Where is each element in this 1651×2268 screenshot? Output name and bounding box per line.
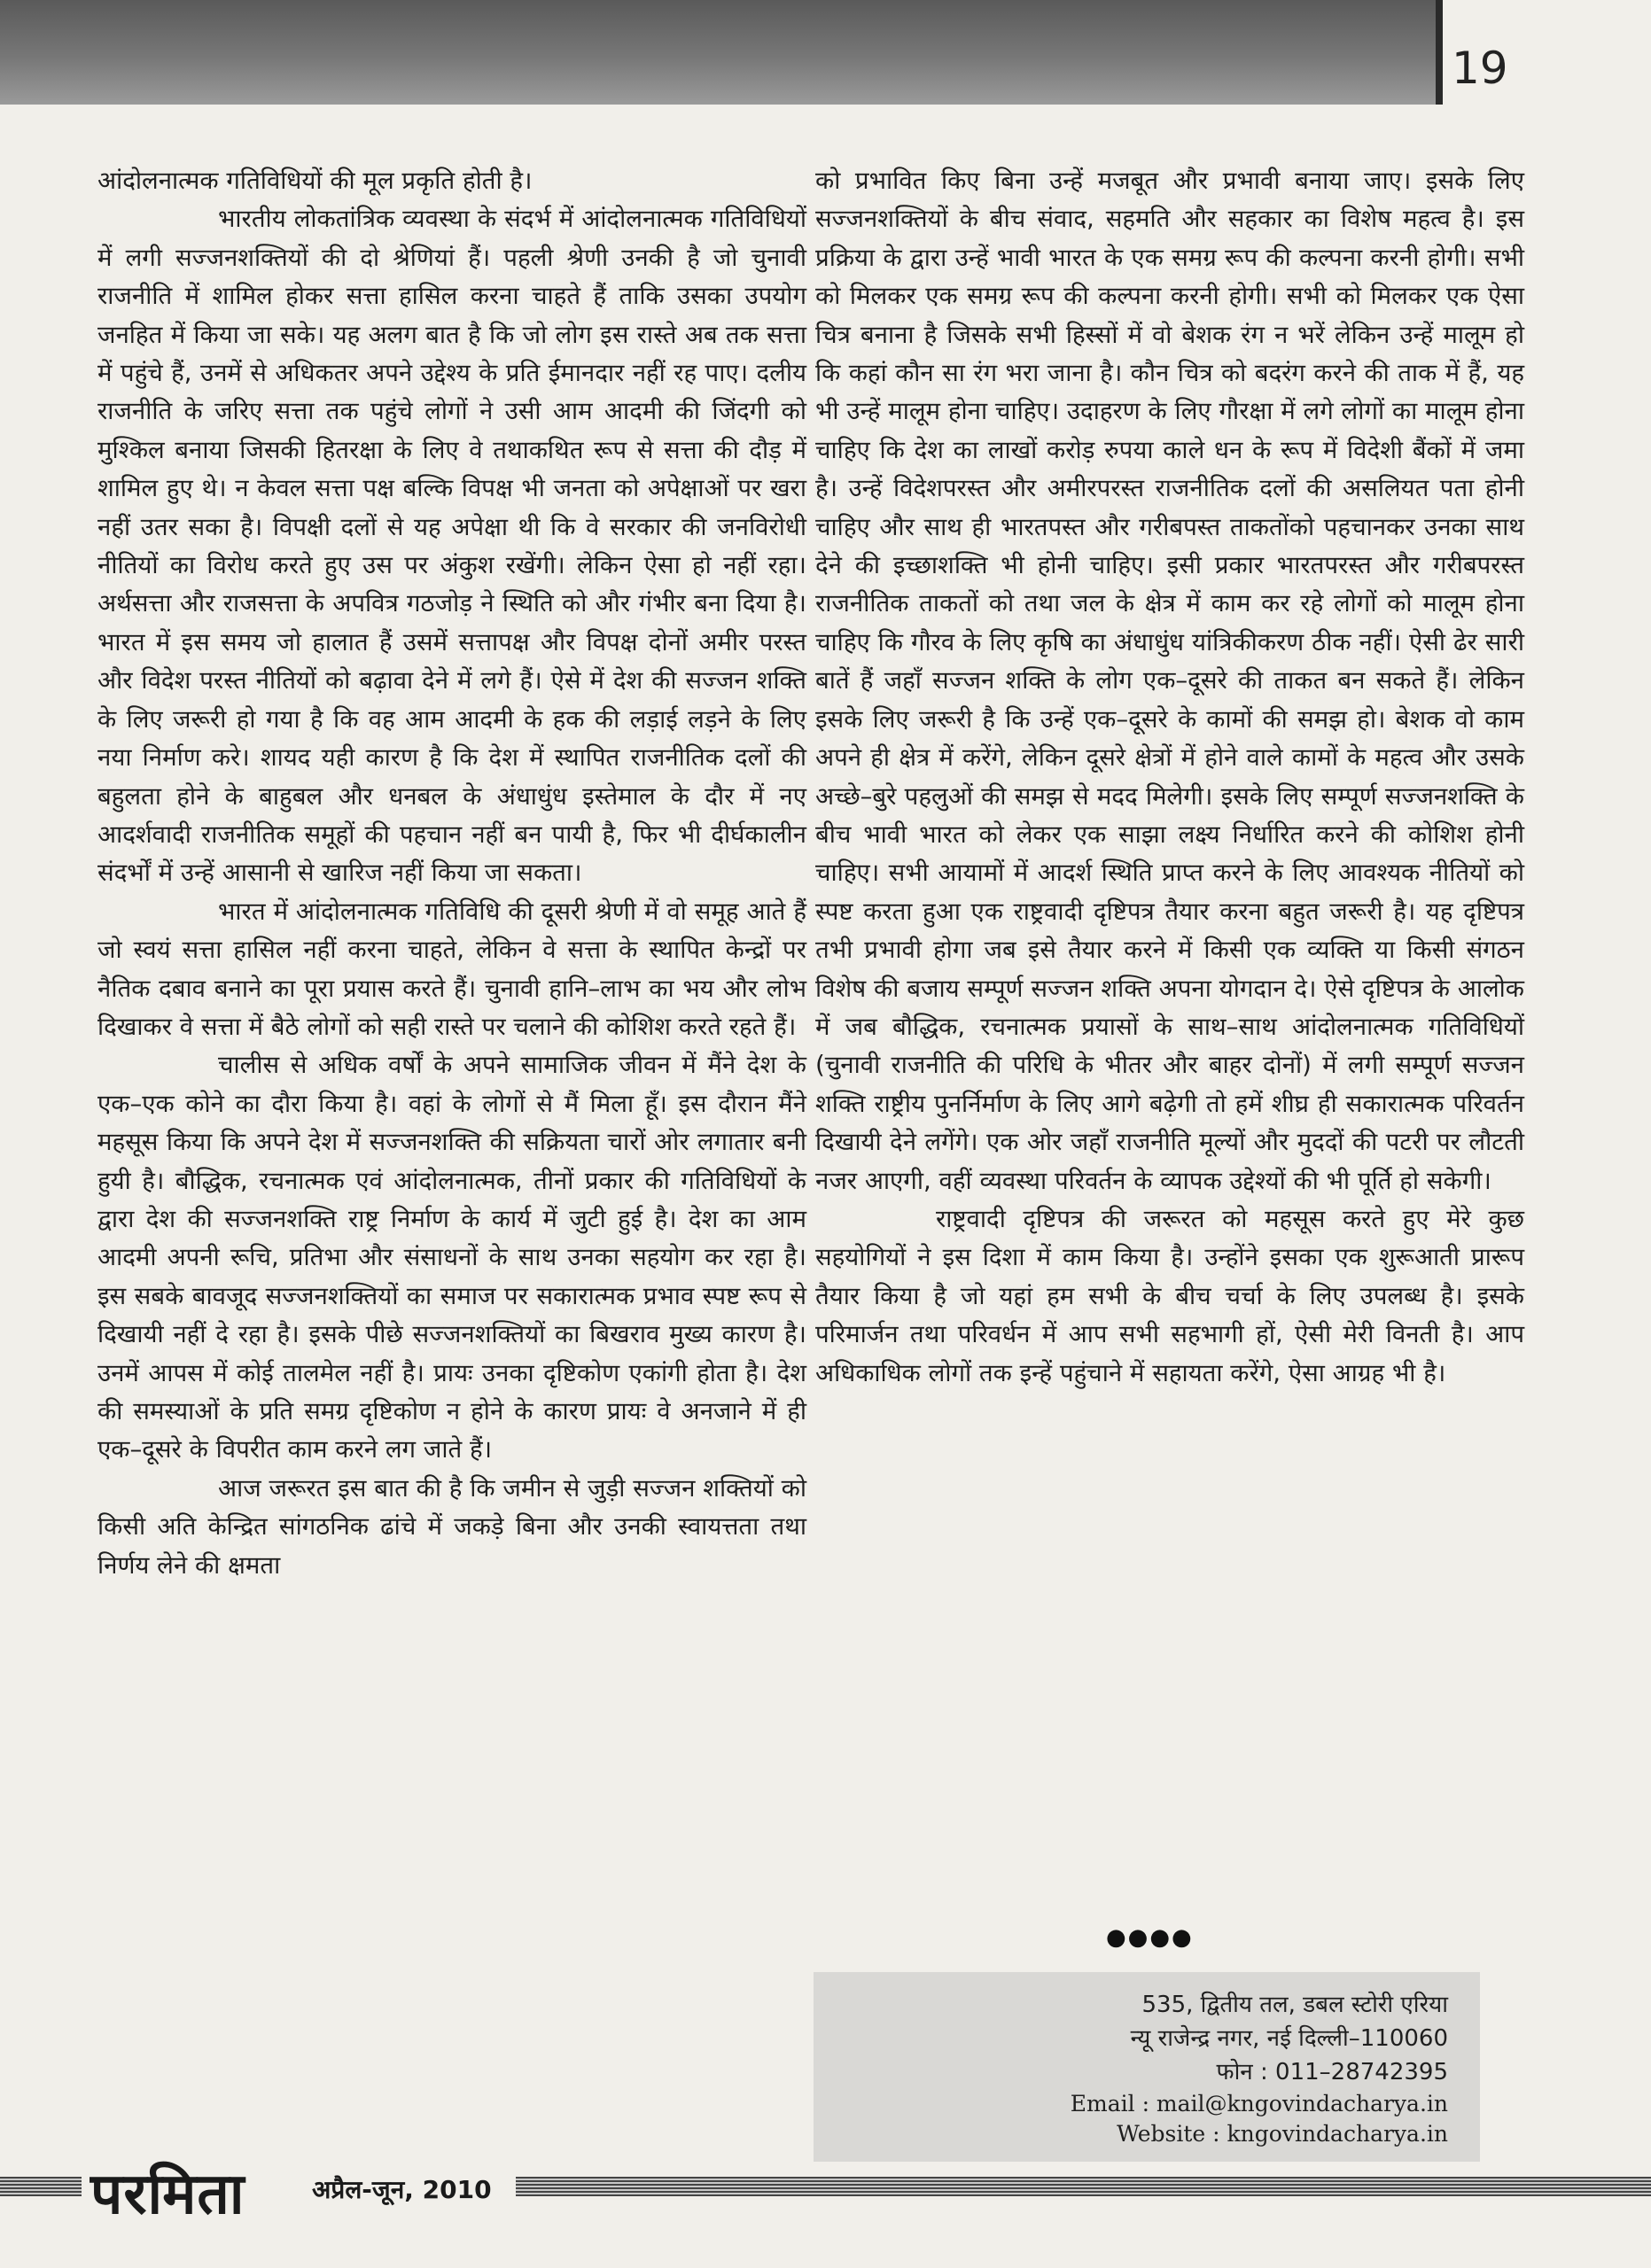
paragraph: आंदोलनात्मक गतिविधियों की मूल प्रकृति होती है। — [97, 166, 533, 195]
magazine-name: परमिता — [90, 2162, 245, 2227]
address-phone: फोन : 011–28742395 — [1216, 2059, 1448, 2085]
footer-stripe-left — [0, 2177, 82, 2196]
footer-stripe-right — [516, 2177, 1651, 2196]
address-box — [814, 1972, 1480, 2162]
address-email: Email : mail@kngovindacharya.in — [1070, 2091, 1448, 2117]
address-website: Website : kngovindacharya.in — [1117, 2121, 1448, 2147]
address-line-2: न्यू राजेन्द्र नगर, नई दिल्ली–110060 — [1130, 2025, 1448, 2052]
page-number: 19 — [1452, 43, 1508, 94]
paragraph: को प्रभावित किए बिना उन्हें मजबूत और प्रभावी बनाया जाए। इसके लिए सज्जनशक्तियों के बीच संवाद, सहमति और सहकार का विशेष महत्व है। इस प्रक्रिया के द्वारा उन्हें भावी भारत के एक समग्र रूप की कल्पना करनी होगी। सभी को मिलकर एक समग्र रूप की कल्पना करनी होगी। सभी को मिलकर एक ऐसा चित्र बनाना है जिसके सभी हिस्सों में वो बेशक रंग न भरें लेकिन उन्हें मालूम हो कि कहां कौन सा रंग भरा जाना है। कौन चित्र को बदरंग करने की ताक में हैं, यह भी उन्हें मालूम होना चाहिए। उदाहरण के लिए गौरक्षा में लगे लोगों का मालूम होना चाहिए कि देश का लाखों करोड़ रुपया काले धन के रूप में विदेशी बैंकों में जमा है। उन्हें विदेशपरस्त और अमीरपरस्त राजनीतिक दलों की असलियत पता होनी चाहिए और साथ ही भारतपस्त और गरीबपस्त ताकतोंको पहचानकर उनका साथ देने की इच्छाशक्ति भी होनी चाहिए। इसी प्रकार भारतपरस्त और गरीबपरस्त राजनीतिक ताकतों को तथा जल के क्षेत्र में काम कर रहे लोगों को मालूम होना चाहिए कि गौरव के लिए कृषि का अंधाधुंध यांत्रिकीकरण ठीक नहीं। ऐसी ढेर सारी बातें हैं जहाँ सज्जन शक्ति के लोग एक–दूसरे की ताकत बन सकते हैं। लेकिन इसके लिए जरूरी है कि उन्हें एक–दूसरे के कामों की समझ हो। बेशक वो काम अपने ही क्षेत्र में करेंगे, लेकिन दूसरे क्षेत्रों में होने वाले कामों के महत्व और उसके अच्छे–बुरे पहलुओं की समझ से मदद मिलेगी। इसके लिए सम्पूर्ण सज्जनशक्ति के बीच भावी भारत को लेकर एक साझा लक्ष्य निर्धारित करने की कोशिश होनी चाहिए। सभी आयामों में आदर्श स्थिति प्राप्त करने के लिए आवश्यक नीतियों को स्पष्ट करता हुआ एक राष्ट्रवादी दृष्टिपत्र तैयार करना बहुत जरूरी है। यह दृष्टिपत्र तभी प्रभावी होगा जब इसे तैयार करने में किसी एक व्यक्ति या किसी संगठन विशेष की बजाय सम्पूर्ण सज्जन शक्ति अपना योगदान दे। ऐसे दृष्टिपत्र के आलोक में जब बौद्धिक, रचनात्मक प्रयासों के साथ–साथ आंदोलनात्मक गतिविधियों (चुनावी राजनीति की परिधि के भीतर और बाहर दोनों) में लगी सम्पूर्ण सज्जन शक्ति राष्ट्रीय पुनर्निर्माण के लिए आगे बढ़ेगी तो हमें शीघ्र ही सकारात्मक परिवर्तन दिखायी देने लगेंगे। एक ओर जहाँ राजनीति मूल्यों और मुददों की पटरी पर लौटती नजर आएगी, वहीं व्यवस्था परिवर्तन के व्यापक उद्देश्यों की भी पूर्ति हो सकेगी। — [815, 166, 1524, 1195]
paragraph: चालीस से अधिक वर्षों के अपने सामाजिक जीवन में मैंने देश के एक–एक कोने का दौरा किया है। वहां के लोगों से मैं मिला हूँ। इस दौरान मैंने महसूस किया कि अपने देश में सज्जनशक्ति की सक्रियता चारों ओर लगातार बनी हुयी है। बौद्धिक, रचनात्मक एवं आंदोलनात्मक, तीनों प्रकार की गतिविधियों के द्वारा देश की सज्जनशक्ति राष्ट्र निर्माण के कार्य में जुटी हुई है। देश का आम आदमी अपनी रूचि, प्रतिभा और संसाधनों के साथ उनका सहयोग कर रहा है। इस सबके बावजूद सज्जनशक्तियों का समाज पर सकारात्मक प्रभाव स्पष्ट रूप से दिखायी नहीं दे रहा है। इसके पीछे सज्जनशक्तियों का बिखराव मुख्य कारण है। उनमें आपस में कोई तालमेल नहीं है। प्रायः उनका दृष्टिकोण एकांगी होता है। देश की समस्याओं के प्रति समग्र दृष्टिकोण न होने के कारण प्रायः वे अनजाने में ही एक–दूसरे के विपरीत काम करने लग जाते हैं। — [97, 1050, 806, 1464]
header-band-edge — [1436, 0, 1443, 105]
right-column — [815, 161, 1524, 1392]
paragraph: राष्ट्रवादी दृष्टिपत्र की जरूरत को महसूस करते हुए मेरे कुछ सहयोगियों ने इस दिशा में काम किया है। उन्होंने इसका एक शुरूआती प्रारूप तैयार किया है जो यहां हम सभी के बीच चर्चा के लिए उपलब्ध है। इसके परिमार्जन तथा परिवर्धन में आप सभी सहभागी हों, ऐसी मेरी विनती है। आप अधिकाधिक लोगों तक इन्हें पहुंचाने में सहायता करेंगे, ऐसा आग्रह भी है। — [815, 1203, 1524, 1387]
paragraph: आज जरूरत इस बात की है कि जमीन से जुड़ी सज्जन शक्तियों को किसी अति केन्द्रित सांगठनिक ढांचे में जकड़े बिना और उनकी स्वायत्तता तथा निर्णय लेने की क्षमता — [97, 1472, 806, 1580]
address-line-1: 535, द्वितीय तल, डबल स्टोरी एरिया — [1141, 1992, 1448, 2018]
section-end-ornament: ●●●● — [1106, 1924, 1194, 1951]
paragraph: भारत में आंदोलनात्मक गतिविधि की दूसरी श्रेणी में वो समूह आते हैं जो स्वयं सत्ता हासिल नहीं करना चाहते, लेकिन वे सत्ता के स्थापित केन्द्रों पर नैतिक दबाव बनाने का पूरा प्रयास करते हैं। चुनावी हानि–लाभ का भय और लोभ दिखाकर वे सत्ता में बैठे लोगों को सही रास्ते पर चलाने की कोशिश करते रहते हैं। — [97, 896, 806, 1041]
paragraph: भारतीय लोकतांत्रिक व्यवस्था के संदर्भ में आंदोलनात्मक गतिविधियों में लगी सज्जनशक्तियों की दो श्रेणियां हैं। पहली श्रेणी उनकी है जो चुनावी राजनीति में शामिल होकर सत्ता हासिल करना चाहते हैं ताकि उसका उपयोग जनहित में किया जा सके। यह अलग बात है कि जो लोग इस रास्ते अब तक सत्ता में पहुंचे हैं, उनमें से अधिकतर अपने उद्देश्य के प्रति ईमानदार नहीं रह पाए। दलीय राजनीति के जरिए सत्ता तक पहुंचे लोगों ने उसी आम आदमी की जिंदगी को मुश्किल बनाया जिसकी हितरक्षा के लिए वे तथाकथित रूप से सत्ता की दौड़ में शामिल हुए थे। न केवल सत्ता पक्ष बल्कि विपक्ष भी जनता को अपेक्षाओं पर खरा नहीं उतर सका है। विपक्षी दलों से यह अपेक्षा थी कि वे सरकार की जनविरोधी नीतियों का विरोध करते हुए उस पर अंकुश रखेंगी। लेकिन ऐसा हो नहीं रहा। अर्थसत्ता और राजसत्ता के अपवित्र गठजोड़ ने स्थिति को और गंभीर बना दिया है। भारत में इस समय जो हालात हैं उसमें सत्तापक्ष और विपक्ष दोनों अमीर परस्त और विदेश परस्त नीतियों को बढ़ावा देने में लगे हैं। ऐसे में देश की सज्जन शक्ति के लिए जरूरी हो गया है कि वह आम आदमी के हक की लड़ाई लड़ने के लिए नया निर्माण करे। शायद यही कारण है कि देश में स्थापित राजनीतिक दलों की बहुलता होने के बाहुबल और धनबल के अंधाधुंध इस्तेमाल के दौर में नए आदर्शवादी राजनीतिक समूहों की पहचान नहीं बन पायी है, फिर भी दीर्घकालीन संदर्भों में उन्हें आसानी से खारिज नहीं किया जा सकता। — [97, 204, 807, 888]
issue-date: अप्रैल-जून, 2010 — [312, 2175, 492, 2204]
address-lines — [1071, 1988, 1448, 2149]
left-column — [97, 161, 806, 1584]
header-band — [0, 0, 1436, 105]
